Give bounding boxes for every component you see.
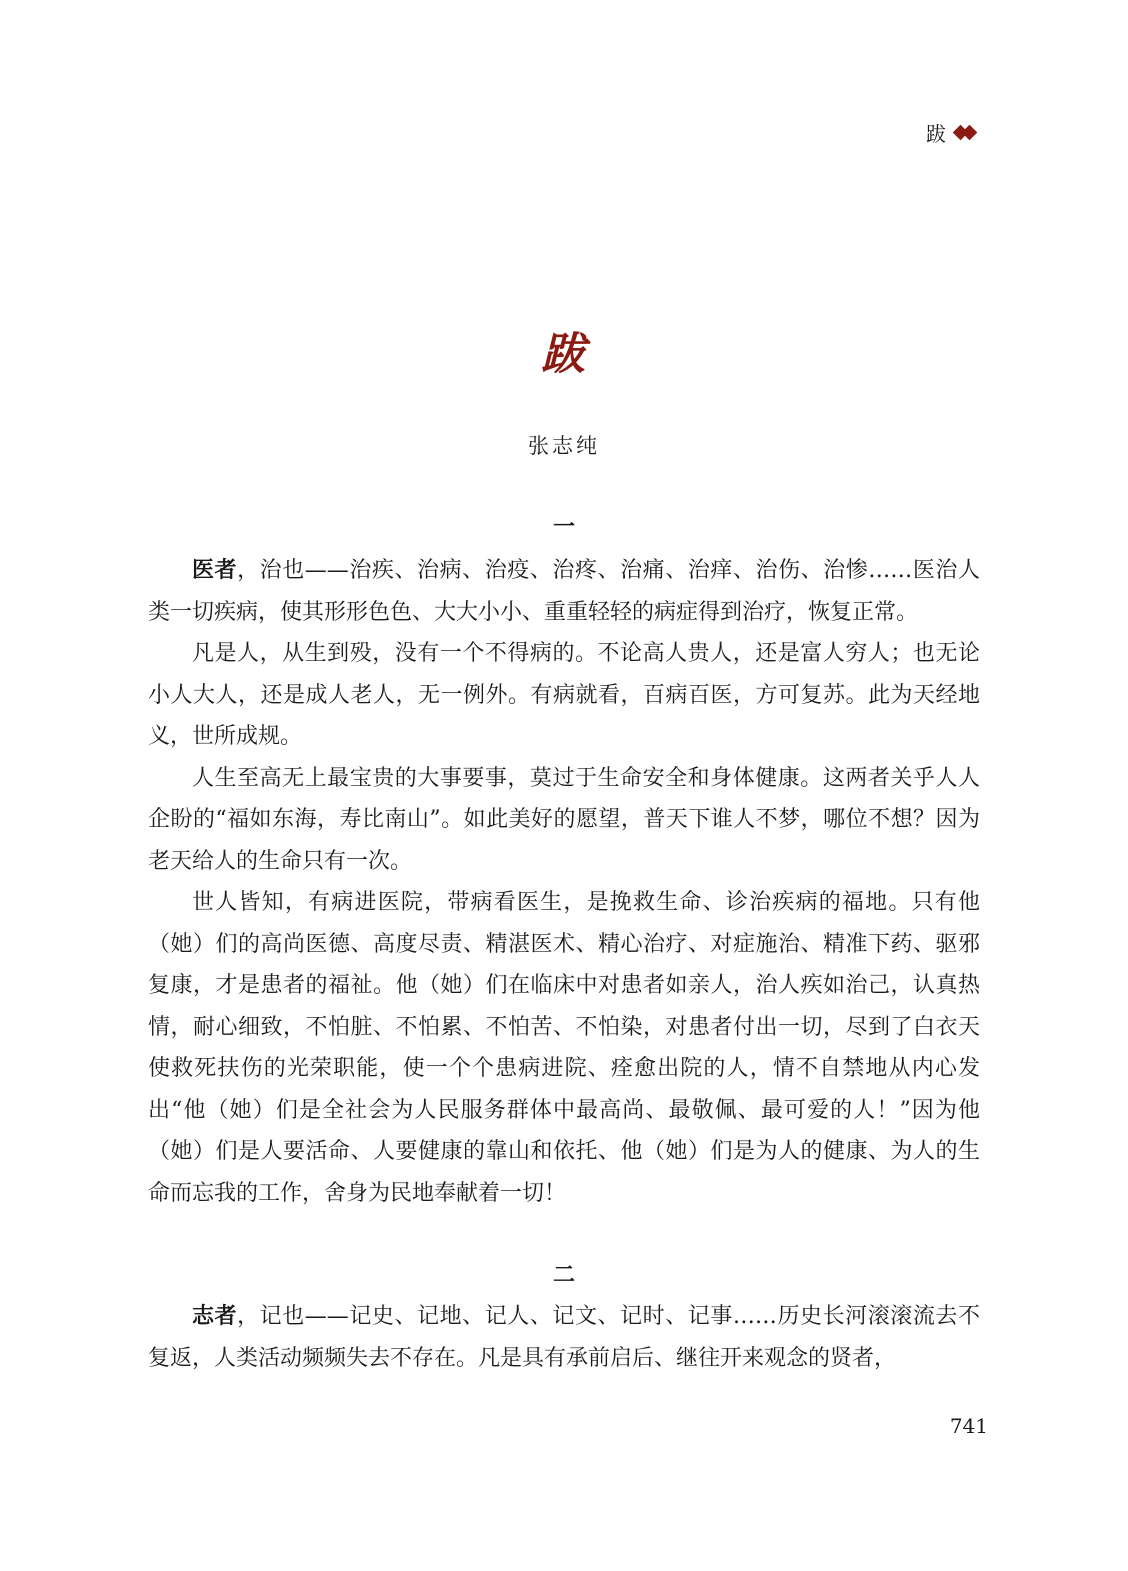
running-header [926, 118, 978, 147]
paragraph-text: ，记也——记史、记地、记人、记文、记时、记事……历史长河滚滚流去不复返，人类活动频频失去不存在。凡是具有承前启后、继往开来观念的贤者， [148, 1304, 980, 1371]
running-title: 跋 [926, 122, 946, 146]
diamond-ornament-icon [952, 125, 978, 141]
paragraph-text: 世人皆知，有病进医院，带病看医生，是挽救生命、诊治疾病的福地。只有他（她）们的高尚医德、高度尽责、精湛医术、精心治疗、对症施治、精准下药、驱邪复康，才是患者的福祉。他（她）们在临床中对患者如亲人，治人疾如治己，认真热情，耐心细致，不怕脏、不怕累、不怕苦、不怕染，对患者付出一切，尽到了白衣天使救死扶伤的光荣职能，使一个个患病进院、痊愈出院的人，情不自禁地从内心发出“他（她）们是全社会为人民服务群体中最高尚、最敬佩、最可爱的人！”因为他（她）们是人要活命、人要健康的靠山和依托、他（她）们是为人的健康、为人的生命而忘我的工作，舍身为民地奉献着一切！ [148, 890, 980, 1206]
author-name: 张志纯 [528, 434, 600, 458]
section-2-body [148, 1296, 980, 1379]
paragraph-text: 凡是人，从生到殁，没有一个不得病的。不论高人贵人，还是富人穷人；也无论小人大人，还是成人老人，无一例外。有病就看，百病百医，方可复苏。此为天经地义，世所成规。 [148, 641, 980, 749]
paragraph-lead: 医者 [192, 557, 238, 583]
section-1-body [148, 550, 980, 1214]
paragraph [148, 1296, 980, 1379]
paragraph [148, 882, 980, 1214]
paragraph [148, 550, 980, 633]
section-number-2: 二 [552, 1262, 575, 1288]
page-title: 跋 [541, 329, 587, 380]
paragraph-lead: 志者 [192, 1303, 238, 1329]
paragraph-text: ，治也——治疾、治病、治疫、治疼、治痛、治痒、治伤、治惨……医治人类一切疾病，使其形形色色、大大小小、重重轻轻的病症得到治疗，恢复正常。 [148, 558, 980, 625]
section-number-1: 一 [552, 514, 575, 540]
paragraph-text: 人生至高无上最宝贵的大事要事，莫过于生命安全和身体健康。这两者关乎人人企盼的“福如东海，寿比南山”。如此美好的愿望，普天下谁人不梦，哪位不想？因为老天给人的生命只有一次。 [148, 765, 980, 874]
paragraph [148, 758, 980, 883]
page-number: 741 [949, 1414, 988, 1438]
paragraph [148, 633, 980, 758]
